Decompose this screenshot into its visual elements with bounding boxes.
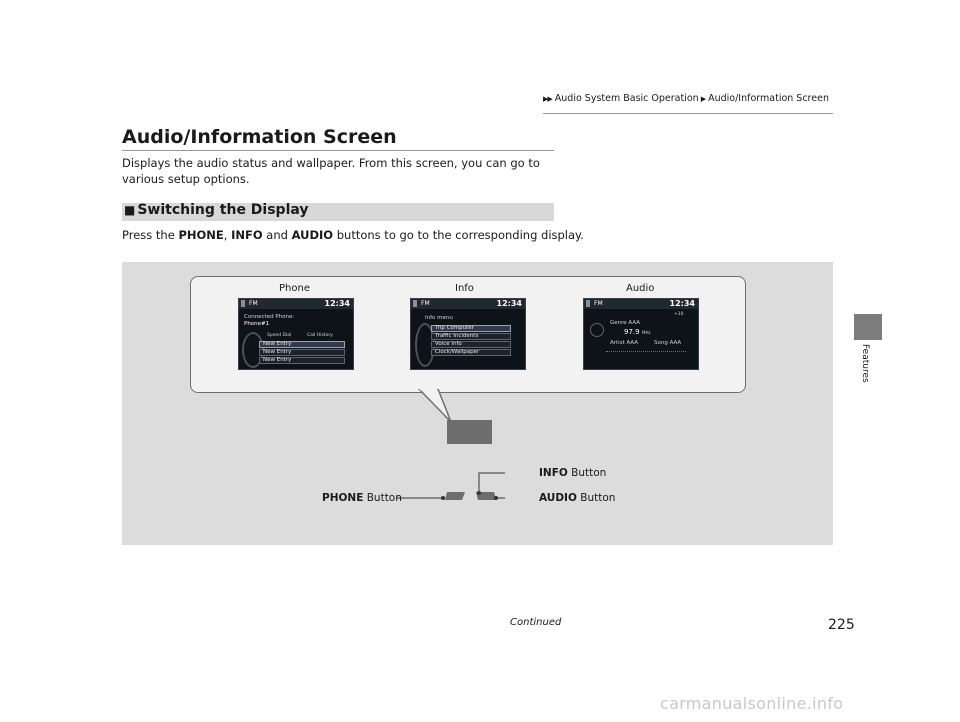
list-item: New Entry (259, 349, 345, 356)
section-heading-text: Switching the Display (137, 202, 309, 218)
title-rule (122, 150, 554, 151)
intro-text: Displays the audio status and wallpaper. From this screen, you can go to various setup options. (122, 156, 540, 186)
breadcrumb-parent[interactable]: Audio System Basic Operation (554, 93, 699, 104)
chapter-label: Features (860, 344, 870, 383)
square-marker-icon: ■ (124, 203, 136, 217)
audio-screen: FM 12:34 +10 Genre AAA 97.9 MHz Artist AAA Song AAA (583, 298, 699, 370)
page-number: 225 (828, 617, 855, 633)
page-title: Audio/Information Screen (122, 126, 397, 148)
display-unit (447, 420, 492, 444)
audio-progress-track (606, 351, 686, 354)
breadcrumb (543, 93, 829, 104)
continued-note: Continued (510, 617, 562, 628)
list-item: Clock/Wallpaper (431, 349, 511, 356)
info-screen-status-bar: FM 12:34 (411, 299, 525, 309)
phone-button-shape (445, 492, 465, 500)
audio-button-label: AUDIO Button (539, 492, 616, 504)
list-item: New Entry (259, 341, 345, 348)
info-screen-label: Info (455, 283, 474, 294)
audio-icon (586, 300, 590, 307)
breadcrumb-arrow-icon: ▶ (700, 95, 706, 103)
info-screen: FM 12:34 Info menu Trip Computer Traffic Incidents Voice Info Clock/Wallpaper (410, 298, 526, 370)
list-item: Voice Info (431, 341, 511, 348)
phone-screen-label: Phone (279, 283, 310, 294)
phone-button-label: PHONE Button (322, 492, 402, 504)
list-item: New Entry (259, 357, 345, 364)
info-button-label: INFO Button (539, 467, 607, 479)
list-item: Traffic Incidents (431, 333, 511, 340)
audio-screen-label: Audio (626, 283, 655, 294)
list-item: Trip Computer (431, 325, 511, 332)
chapter-tab (854, 314, 882, 340)
audio-screen-status-bar: FM 12:34 (584, 299, 698, 309)
instruction-text: Press the PHONE, INFO and AUDIO buttons to go to the corresponding display. (122, 228, 584, 242)
info-icon (413, 300, 417, 307)
callout-pointer (418, 389, 458, 423)
phone-screen-status-bar: FM 12:34 (239, 299, 353, 309)
phone-screen: FM 12:34 Connected Phone: Phone#1 Speed Dial Call History New Entry New Entry New Entry (238, 298, 354, 370)
watermark: carmanualsonline.info (660, 694, 844, 713)
header-rule (543, 113, 833, 114)
power-icon (590, 323, 604, 337)
section-heading (124, 202, 309, 218)
button-leader-lines (395, 465, 505, 510)
breadcrumb-current: Audio/Information Screen (708, 93, 829, 104)
breadcrumb-arrows-icon: ▶▶ (543, 95, 552, 103)
phone-icon (241, 300, 245, 307)
